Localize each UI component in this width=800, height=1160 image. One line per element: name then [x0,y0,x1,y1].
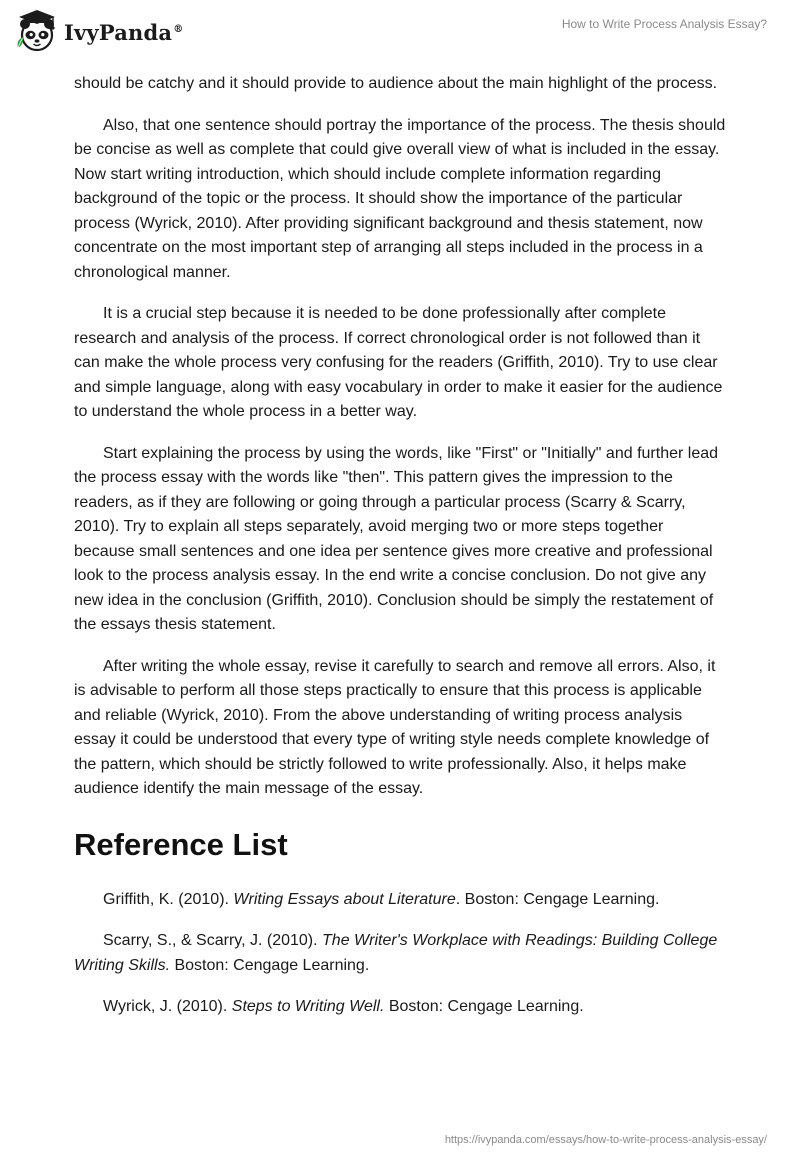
registered-mark: ® [173,23,184,35]
page-header [0,0,800,62]
reference-publisher: Boston: Cengage Learning. [170,956,370,974]
document-title: How to Write Process Analysis Essay? [561,17,767,31]
ivypanda-logo[interactable] [14,8,183,54]
paragraph: Start explaining the process by using the words, like "First" or "Initially" and further lead the process essay with the words like "then". This pattern gives the impression to the readers, as if they are following or going through a particular process (Scarry & Scarry, 2010). Try to explain all steps separately, avoid merging two or more steps together because small sentences and one idea per sentence gives more creative and professional look to the process analysis essay. In the end write a concise conclusion. Do not give any new idea in the conclusion (Griffith, 2010). Conclusion should be simply the restatement of the essays thesis statement. [74,444,719,633]
reference-item [74,929,726,978]
essay-body [74,72,726,1037]
reference-publisher: . Boston: Cengage Learning. [455,890,660,908]
reference-authors: Scarry, S., & Scarry, J. (2010). [103,932,323,949]
paragraph-continued: should be catchy and it should provide to audience about the main highlight of the process. [74,75,718,92]
reference-authors: Wyrick, J. (2010). [103,998,232,1015]
reference-publisher: Boston: Cengage Learning. [384,998,584,1015]
panda-graduate-logo-icon [14,8,60,54]
reference-title: Steps to Writing Well. [231,998,385,1015]
reference-title: Writing Essays about Literature [233,890,456,908]
reference-item [74,888,726,913]
reference-list-heading: Reference List [74,826,288,862]
reference-item [74,995,726,1020]
paragraph: Also, that one sentence should portray the importance of the process. The thesis should be concise as well as complete that could give overall view of what is included in the essay. Now start writing introduction, which should include complete information regarding background of the topic or the process. It should show the importance of the particular process (Wyrick, 2010). After providing significant background and thesis statement, now concentrate on the most important step of arranging all steps included in the process in a chronological manner. [74,116,726,281]
reference-title: The Writer's Workplace with Readings: Building College Writing Skills. [74,932,718,974]
logo-wordmark [64,20,183,45]
logo-text: IvyPanda [64,19,173,45]
reference-authors: Griffith, K. (2010). [103,890,234,908]
paragraph: It is a crucial step because it is needed to be done professionally after complete research and analysis of the process. If correct chronological order is not followed than it can make the whole process very confusing for the readers (Griffith, 2010). Try to use clear and simple language, along with easy vocabulary in order to make it easier for the audience to understand the whole process in a better way. [74,305,723,420]
paragraph: After writing the whole essay, revise it carefully to search and remove all errors. Also, it is advisable to perform all those steps practically to ensure that this process is applicable and reliable (Wyrick, 2010). From the above understanding of writing process analysis essay it could be understood that every type of writing style needs complete knowledge of the pattern, which should be strictly followed to write professionally. Also, it helps make audience identify the main message of the essay. [74,657,716,797]
source-url[interactable]: https://ivypanda.com/essays/how-to-write-process-analysis-essay/ [444,1134,767,1146]
